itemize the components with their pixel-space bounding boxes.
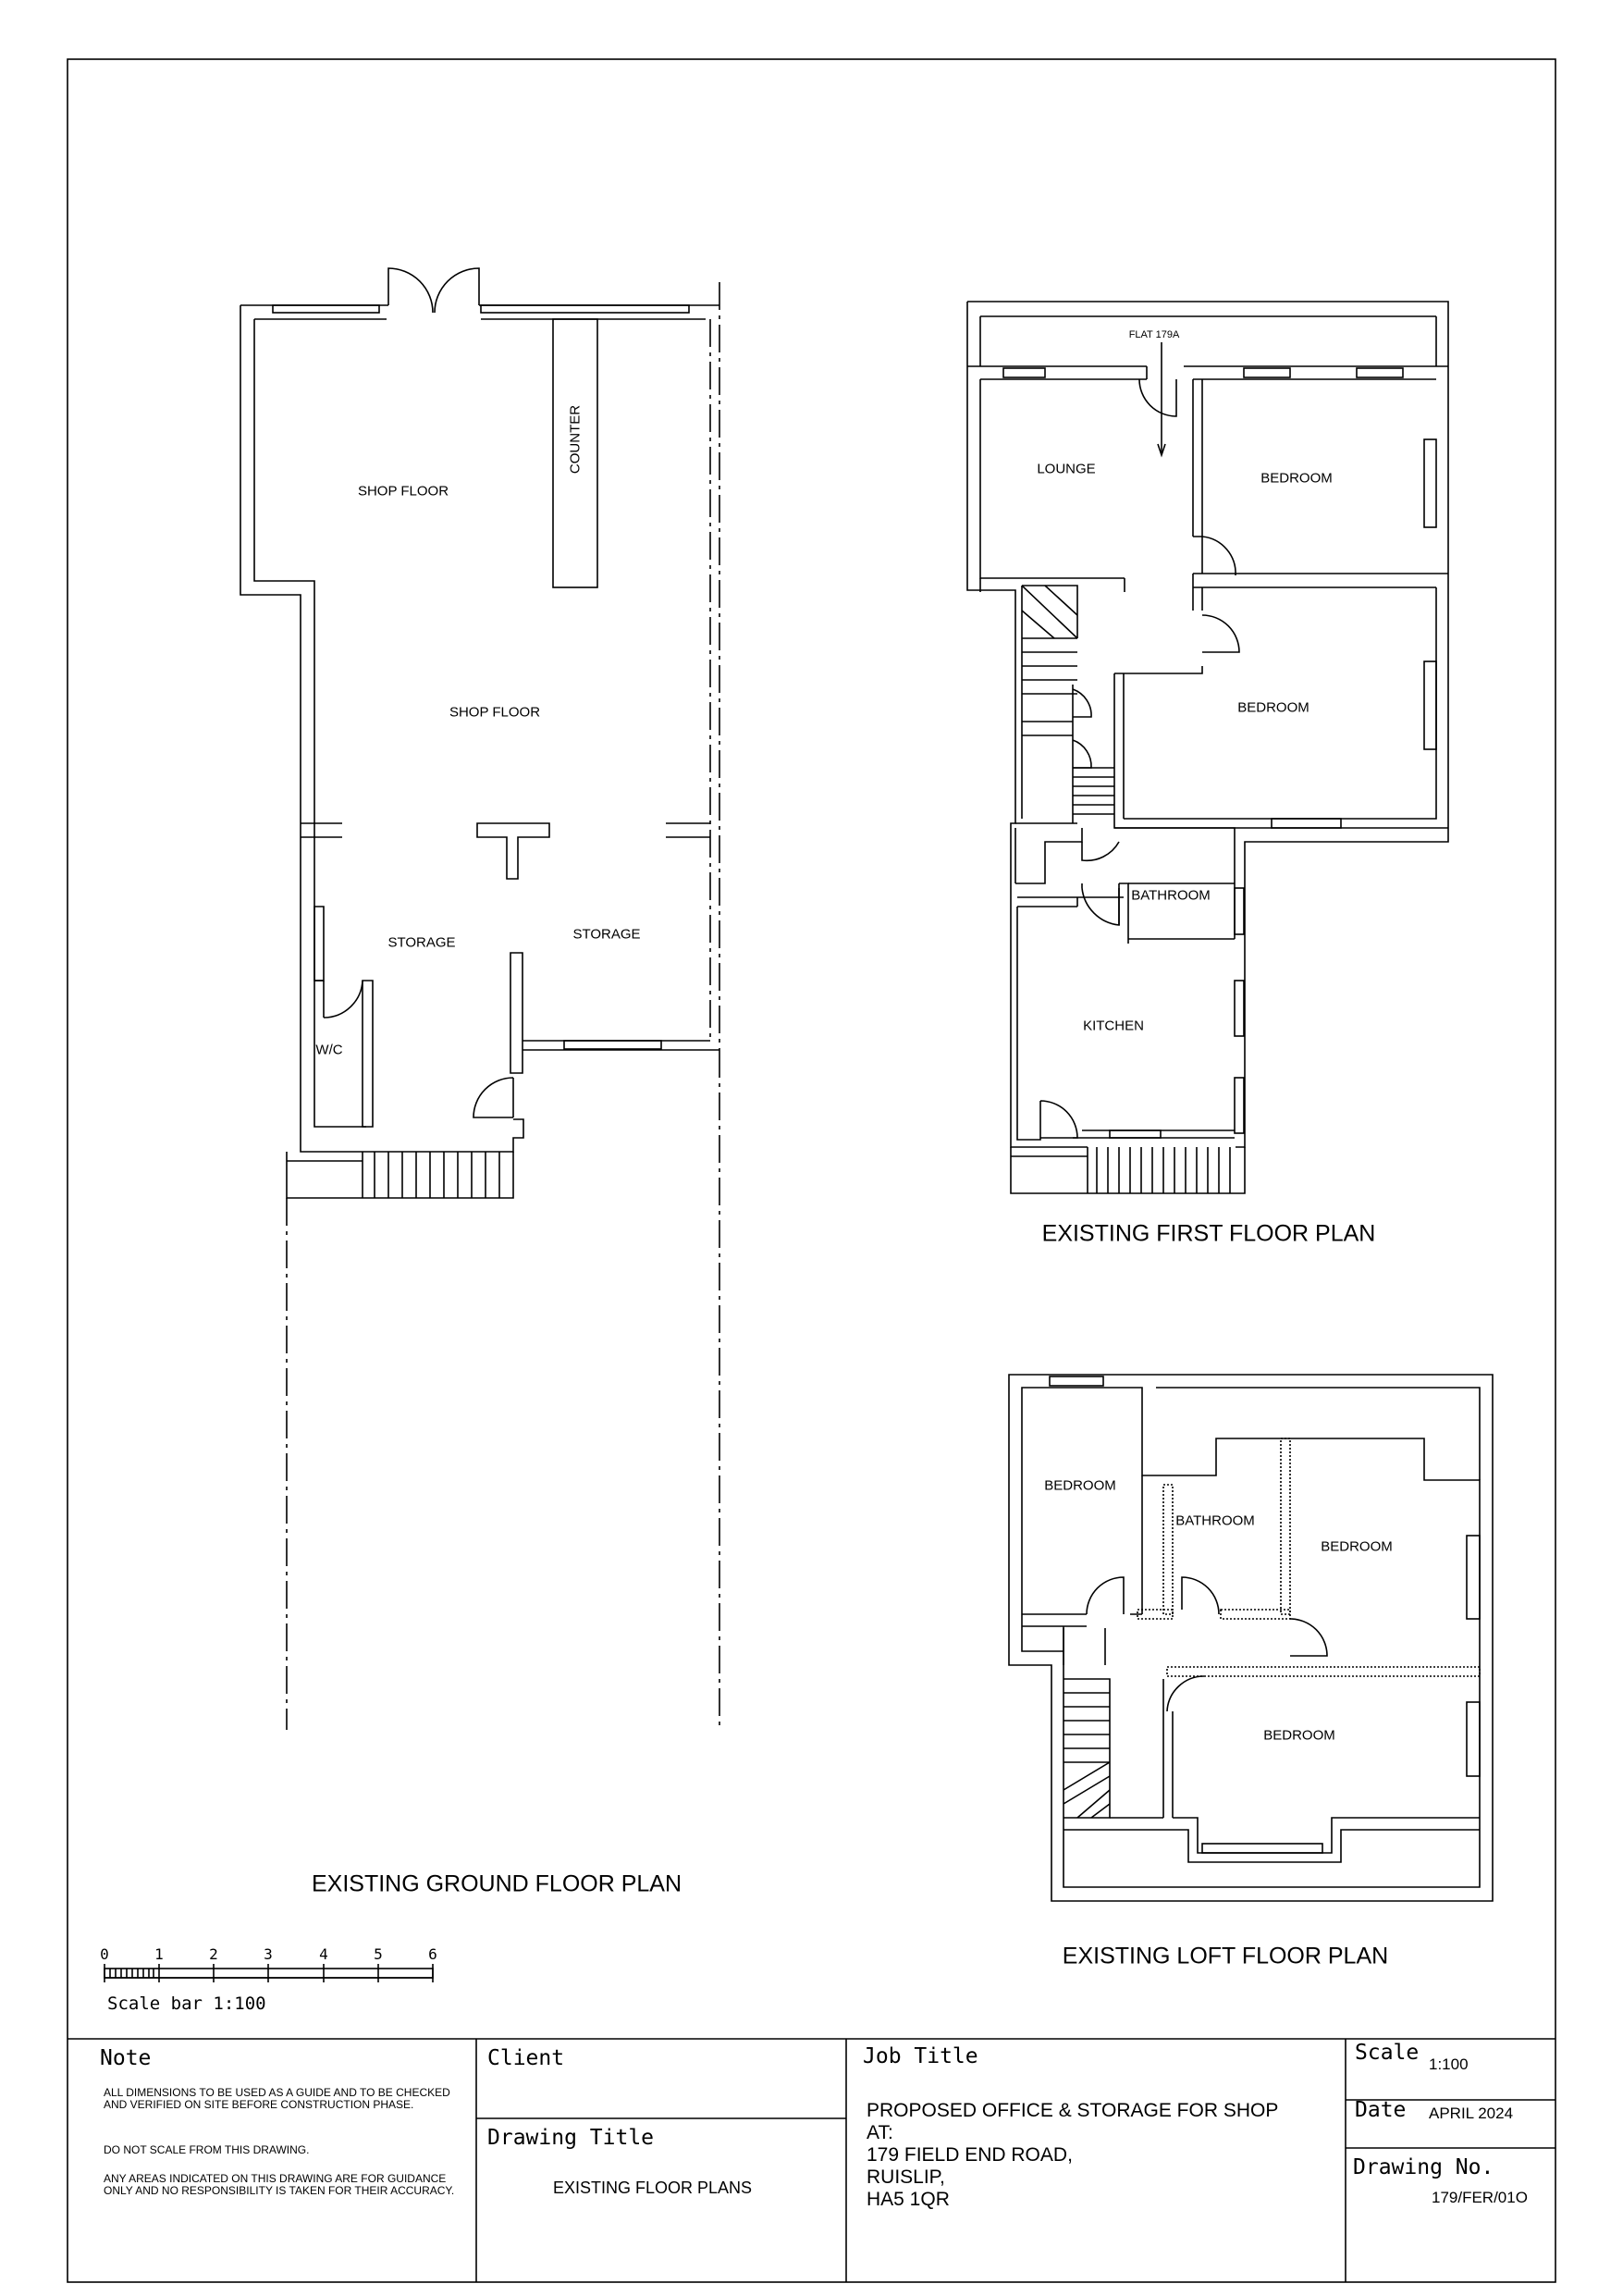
scale-tick-5: 5 bbox=[374, 1945, 383, 1963]
note-line-1: ALL DIMENSIONS TO BE USED AS A GUIDE AND TO BE CHECKED AND VERIFIED ON SITE BEFORE CONSTRUCTION PHASE. bbox=[104, 2086, 450, 2111]
ground-floor-plan-drawing bbox=[240, 268, 719, 1730]
date-value: APRIL 2024 bbox=[1429, 2105, 1514, 2122]
drawing-title-heading: Drawing Title bbox=[487, 2126, 655, 2150]
drawing-no-heading: Drawing No. bbox=[1353, 2155, 1494, 2179]
job-title-line-1: PROPOSED OFFICE & STORAGE FOR SHOP bbox=[867, 2100, 1279, 2121]
scale-value: 1:100 bbox=[1429, 2055, 1469, 2073]
first-room-kitchen: KITCHEN bbox=[1083, 1018, 1144, 1034]
job-title-line-2: AT: bbox=[867, 2122, 893, 2143]
title-block-grid bbox=[68, 2039, 1555, 2282]
job-title-line-5: HA5 1QR bbox=[867, 2189, 950, 2210]
scale-bar-label: Scale bar 1:100 bbox=[107, 1994, 266, 2014]
drawing-title-value: EXISTING FLOOR PLANS bbox=[553, 2179, 753, 2197]
first-floor-plan-drawing bbox=[967, 302, 1448, 1193]
job-title-heading: Job Title bbox=[863, 2044, 978, 2068]
scale-tick-1: 1 bbox=[154, 1945, 164, 1963]
note-line-2: DO NOT SCALE FROM THIS DRAWING. bbox=[104, 2143, 310, 2156]
first-room-bathroom: BATHROOM bbox=[1131, 887, 1211, 904]
scale-tick-6: 6 bbox=[428, 1945, 437, 1963]
first-room-bedroom-rear: BEDROOM bbox=[1237, 699, 1309, 716]
scale-tick-3: 3 bbox=[264, 1945, 273, 1963]
scale-heading: Scale bbox=[1355, 2041, 1420, 2065]
scale-tick-4: 4 bbox=[319, 1945, 328, 1963]
scale-bar-drawing bbox=[105, 1964, 433, 1982]
ground-floor-plan-title: EXISTING GROUND FLOOR PLAN bbox=[311, 1870, 682, 1897]
loft-room-bedroom-left: BEDROOM bbox=[1044, 1477, 1116, 1494]
note-heading: Note bbox=[100, 2046, 152, 2070]
note-line-3: ANY AREAS INDICATED ON THIS DRAWING ARE FOR GUIDANCE ONLY AND NO RESPONSIBILITY IS TAKEN FOR THEIR ACCURACY. bbox=[104, 2172, 455, 2197]
ground-steps bbox=[375, 1152, 499, 1198]
ground-room-counter: COUNTER bbox=[567, 404, 584, 475]
first-flat-label: FLAT 179A bbox=[1128, 329, 1180, 340]
loft-floor-plan-title: EXISTING LOFT FLOOR PLAN bbox=[1062, 1943, 1389, 1969]
loft-floor-plan-drawing bbox=[1009, 1375, 1493, 1901]
job-title-line-4: RUISLIP, bbox=[867, 2166, 945, 2188]
loft-room-bathroom: BATHROOM bbox=[1175, 1512, 1255, 1529]
loft-room-bedroom-rear: BEDROOM bbox=[1263, 1727, 1335, 1744]
scale-tick-0: 0 bbox=[100, 1945, 109, 1963]
loft-room-bedroom-right: BEDROOM bbox=[1321, 1538, 1393, 1555]
first-room-lounge: LOUNGE bbox=[1037, 461, 1096, 477]
ground-room-storage-right: STORAGE bbox=[572, 926, 641, 943]
scale-tick-2: 2 bbox=[209, 1945, 218, 1963]
ground-room-shop-floor-front: SHOP FLOOR bbox=[357, 483, 449, 500]
first-room-bedroom-front: BEDROOM bbox=[1260, 470, 1333, 487]
ground-room-shop-floor-rear: SHOP FLOOR bbox=[449, 704, 541, 721]
client-heading: Client bbox=[487, 2046, 565, 2070]
ground-room-storage-left: STORAGE bbox=[387, 934, 456, 951]
date-heading: Date bbox=[1355, 2098, 1407, 2122]
first-floor-plan-title: EXISTING FIRST FLOOR PLAN bbox=[1041, 1220, 1376, 1247]
job-title-line-3: 179 FIELD END ROAD, bbox=[867, 2144, 1073, 2166]
ground-room-wc: W/C bbox=[315, 1042, 343, 1058]
drawing-no-value: 179/FER/01O bbox=[1432, 2189, 1528, 2206]
